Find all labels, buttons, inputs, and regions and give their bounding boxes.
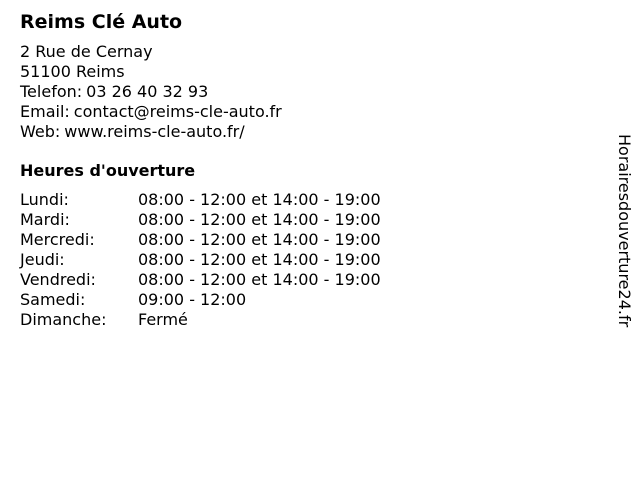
day-hours: 08:00 - 12:00 et 14:00 - 19:00 [138, 270, 381, 289]
day-hours: Fermé [138, 310, 188, 329]
web-row [20, 122, 590, 142]
business-card [20, 10, 590, 330]
day-hours: 08:00 - 12:00 et 14:00 - 19:00 [138, 250, 381, 269]
opening-hours-table [20, 190, 381, 330]
hours-row-friday [20, 270, 381, 290]
address-city: 51100 Reims [20, 62, 125, 81]
day-hours: 08:00 - 12:00 et 14:00 - 19:00 [138, 210, 381, 229]
site-watermark [612, 134, 636, 374]
hours-row-wednesday [20, 230, 381, 250]
day-label: Samedi: [20, 290, 86, 309]
site-watermark-text[interactable]: Horairesdouverture24.fr [615, 134, 634, 328]
day-label: Mardi: [20, 210, 70, 229]
day-label: Lundi: [20, 190, 69, 209]
phone-row [20, 82, 590, 102]
opening-hours-heading: Heures d'ouverture [20, 161, 196, 180]
day-label: Vendredi: [20, 270, 96, 289]
hours-row-monday [20, 190, 381, 210]
day-label: Dimanche: [20, 310, 107, 329]
day-label: Jeudi: [20, 250, 65, 269]
hours-row-thursday [20, 250, 381, 270]
day-hours: 09:00 - 12:00 [138, 290, 247, 309]
hours-row-tuesday [20, 210, 381, 230]
day-label: Mercredi: [20, 230, 95, 249]
phone-label: Telefon: [20, 82, 83, 101]
email-row [20, 102, 590, 122]
hours-row-sunday [20, 310, 381, 330]
hours-row-saturday [20, 290, 381, 310]
business-name: Reims Clé Auto [20, 11, 183, 33]
phone-number[interactable]: 03 26 40 32 93 [86, 82, 209, 101]
email-link[interactable]: contact@reims-cle-auto.fr [73, 102, 282, 121]
address-street: 2 Rue de Cernay [20, 42, 153, 61]
web-label: Web: [20, 122, 61, 141]
day-hours: 08:00 - 12:00 et 14:00 - 19:00 [138, 190, 381, 209]
day-hours: 08:00 - 12:00 et 14:00 - 19:00 [138, 230, 381, 249]
email-label: Email: [20, 102, 70, 121]
website-link[interactable]: www.reims-cle-auto.fr/ [64, 122, 245, 141]
